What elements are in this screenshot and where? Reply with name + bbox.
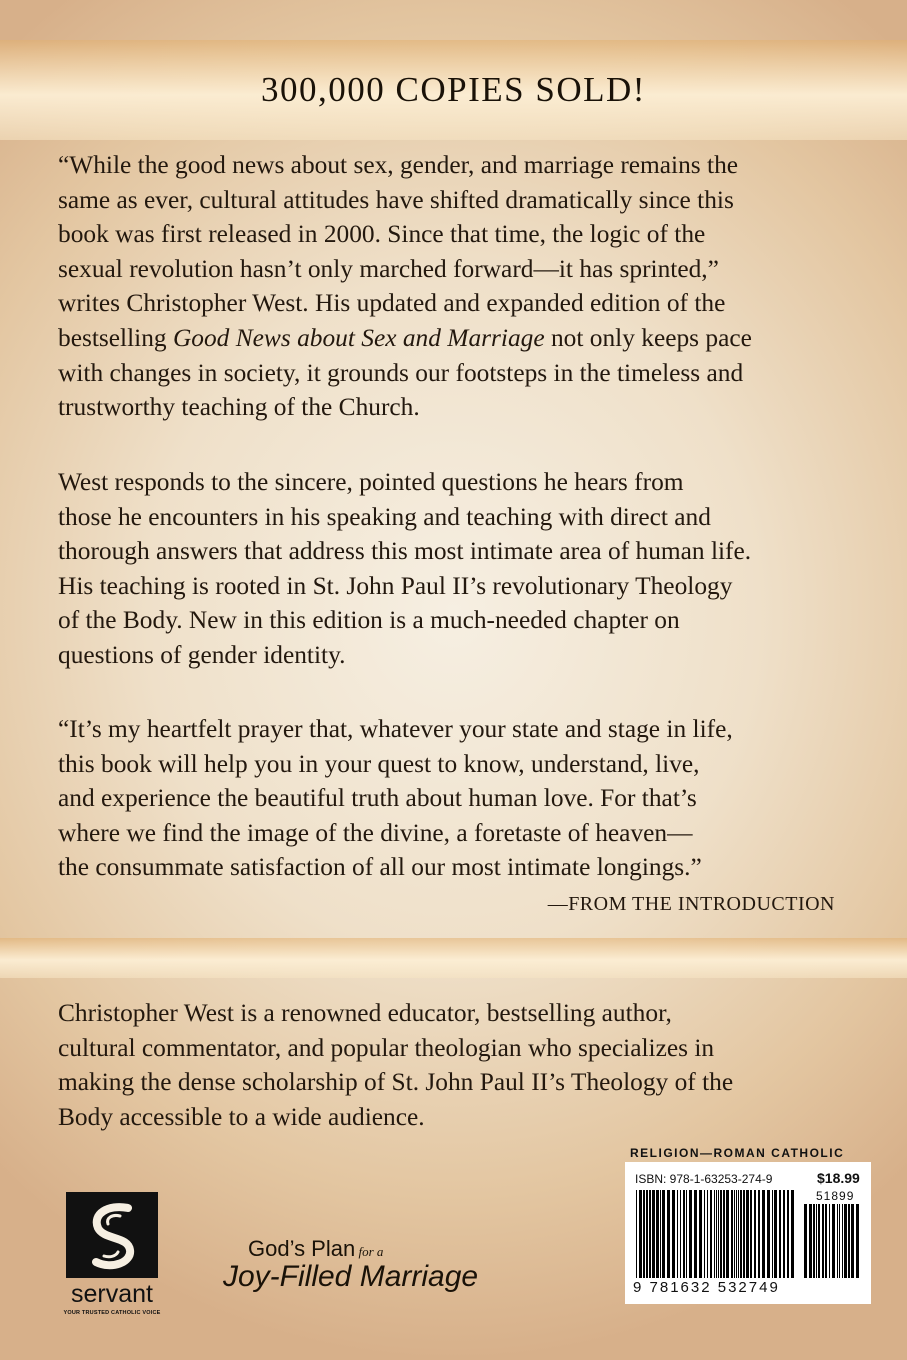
quote-attribution: —FROM THE INTRODUCTION (547, 893, 835, 915)
category-label: RELIGION—ROMAN CATHOLIC (630, 1146, 845, 1160)
barcode-bar (822, 1204, 824, 1278)
blurb-paragraph-2: West responds to the sincere, pointed questions he hears from those he encounters in his speaking and teaching with direct and thorough answers that address this most intimate area of human life. His teaching is rooted in St. John Paul II’s revolutionary Theology of the Body. New in this edition is a much-needed chapter on questions of gender identity. (58, 468, 752, 669)
barcode-bar (746, 1190, 749, 1278)
barcode-bar (689, 1190, 692, 1278)
barcode-bar (718, 1190, 719, 1278)
barcode-bar (837, 1204, 838, 1278)
barcode-bar (736, 1190, 737, 1278)
barcode-bar (734, 1190, 735, 1278)
author-bio: Christopher West is a renowned educator, bestselling author, cultural commentator, and popular theologian who specializes in making the dense scholarship of St. John Paul II’s Theology of the Body accessible to a wide audience. (58, 999, 734, 1131)
barcode-bar (829, 1204, 830, 1278)
barcode-bar (848, 1204, 850, 1278)
barcode-bar (699, 1190, 702, 1278)
barcode-bar (774, 1190, 777, 1278)
barcode-bar (767, 1190, 770, 1278)
barcode-bar (683, 1190, 685, 1278)
barcode-bar (738, 1190, 739, 1278)
barcode-bar (714, 1190, 715, 1278)
series-line-2: Joy-Filled Marriage (223, 1260, 479, 1293)
barcode-bar (851, 1204, 854, 1278)
barcode-bar (680, 1190, 681, 1278)
barcode-bar (672, 1190, 675, 1278)
barcode-bar (842, 1204, 843, 1278)
barcode-bar (758, 1190, 760, 1278)
barcode-block (625, 1162, 871, 1304)
blurb-text: “While the good news about sex, gender, and marriage remains the same as ever, cultural attitudes have shifted dramatically since this book was first released in 2000. Since that time, the logic of the sexual revolution hasn’t only marched forward—it has sprinted,” writes Christopher West. His updated and expanded edition of the bestselling (58, 151, 739, 352)
addon-number: 51899 (816, 1189, 855, 1203)
addon-barcode-bars (804, 1204, 862, 1278)
series-line-1-small: for a (355, 1244, 384, 1259)
barcode-bar (716, 1190, 717, 1278)
barcode-bar (818, 1204, 820, 1278)
series-line-1: God’s Plan (248, 1236, 356, 1261)
barcode-bar (677, 1190, 678, 1278)
barcode-bar (762, 1190, 765, 1278)
barcode-bar (667, 1190, 670, 1278)
barcode-bar (783, 1190, 785, 1278)
barcode-bar (656, 1190, 659, 1278)
barcode-bar (750, 1190, 752, 1278)
barcode-bar (856, 1204, 859, 1278)
barcode-bar (825, 1204, 827, 1278)
servant-s-flame-icon (58, 1190, 166, 1280)
introduction-quote: “It’s my heartfelt prayer that, whatever your state and stage in life, this book will help you in your quest to know, understand, live, and experience the beautiful truth about human love. For that’s where we find the image of the divine, a foretaste of heaven— the consummate satisfaction of all our most intimate longings.” (58, 715, 733, 882)
barcode-bar (636, 1190, 637, 1278)
blurb-text: not only keeps pace with changes in society, it grounds our footsteps in the timeless and trustworthy teaching of the Church. (58, 323, 752, 422)
barcode-bar (832, 1204, 835, 1278)
barcode-bar (652, 1190, 655, 1278)
barcode-bar (704, 1190, 705, 1278)
barcode-bar (779, 1190, 781, 1278)
barcode-bar (720, 1190, 722, 1278)
barcode-bar (816, 1204, 817, 1278)
barcode-bar (694, 1190, 697, 1278)
price: $18.99 (817, 1170, 860, 1186)
barcode-bar (791, 1190, 794, 1278)
barcode-bar (804, 1204, 807, 1278)
barcode-bar (731, 1190, 733, 1278)
barcode-bar (710, 1190, 712, 1278)
barcode-digits: 9 781632 532749 (633, 1279, 780, 1296)
barcode-bar (809, 1204, 812, 1278)
barcode-bar (686, 1190, 687, 1278)
barcode-bar (707, 1190, 708, 1278)
barcode-bar (754, 1190, 756, 1278)
isbn-number: ISBN: 978-1-63253-274-9 (635, 1172, 773, 1186)
barcode-bar (772, 1190, 773, 1278)
blurb-paragraph-1 (58, 148, 858, 425)
barcode-bar (639, 1190, 642, 1278)
publisher-logo (58, 1190, 166, 1348)
barcode-bar (844, 1204, 847, 1278)
barcode-bar (649, 1190, 651, 1278)
series-title (223, 1236, 479, 1294)
barcode-bar (726, 1190, 729, 1278)
barcode-bar (743, 1190, 745, 1278)
barcode-bar (662, 1190, 665, 1278)
publisher-name: servant (71, 1280, 153, 1308)
barcode-bar (643, 1190, 645, 1278)
barcode-bar (813, 1204, 815, 1278)
barcode-bar (660, 1190, 661, 1278)
barcode-bar (723, 1190, 725, 1278)
barcode-bar (740, 1190, 742, 1278)
barcode-bar (646, 1190, 648, 1278)
ean-barcode-bars (636, 1190, 794, 1278)
barcode-bar (839, 1204, 840, 1278)
barcode-bar (787, 1190, 789, 1278)
divider-band (0, 938, 907, 978)
publisher-tagline: YOUR TRUSTED CATHOLIC VOICE (63, 1310, 161, 1316)
headline: 300,000 COPIES SOLD! (261, 70, 646, 109)
book-title: Good News about Sex and Marriage (172, 323, 545, 352)
